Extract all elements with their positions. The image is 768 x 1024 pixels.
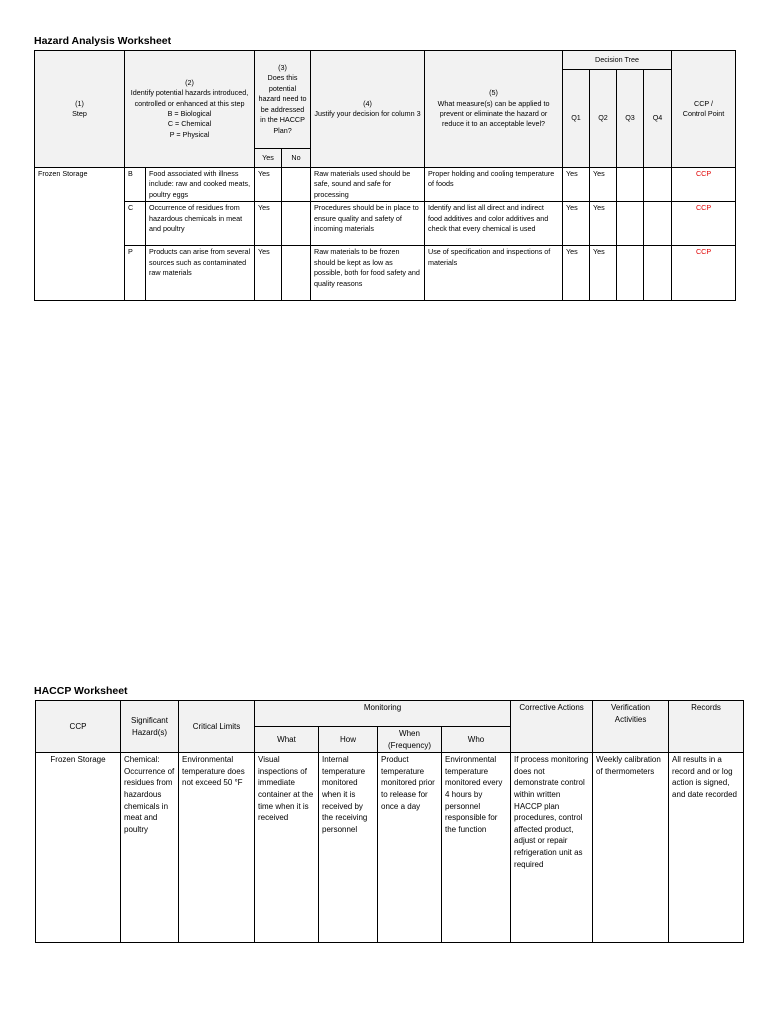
ccp-status: CCP bbox=[672, 246, 736, 301]
table-row bbox=[35, 168, 736, 202]
header-what: What bbox=[255, 727, 319, 753]
justification: Raw materials to be frozen should be kept as low as possible, both for food safety and quality reasons bbox=[311, 246, 425, 301]
monitoring-how: Internal temperature monitored when it is received by the receiving personnel bbox=[319, 753, 378, 943]
hazard-description: Occurrence of residues from hazardous chemicals in meat and poultry bbox=[146, 202, 255, 246]
q2-answer: Yes bbox=[590, 168, 617, 202]
q4-answer bbox=[644, 168, 672, 202]
header-q3: Q3 bbox=[617, 70, 644, 168]
hazard-analysis-table bbox=[34, 50, 736, 301]
header-ccp: CCP bbox=[36, 701, 121, 753]
q3-answer bbox=[617, 168, 644, 202]
need-no bbox=[282, 202, 311, 246]
q2-answer: Yes bbox=[590, 202, 617, 246]
header-when: When (Frequency) bbox=[378, 727, 442, 753]
table-row bbox=[35, 246, 736, 301]
q2-answer: Yes bbox=[590, 246, 617, 301]
header-q2: Q2 bbox=[590, 70, 617, 168]
q1-answer: Yes bbox=[563, 202, 590, 246]
table-row bbox=[35, 202, 736, 246]
control-measures: Identify and list all direct and indirect food additives and color additives and check that every chemical is used bbox=[425, 202, 563, 246]
q3-answer bbox=[617, 202, 644, 246]
q1-answer: Yes bbox=[563, 246, 590, 301]
control-measures: Use of specification and inspections of materials bbox=[425, 246, 563, 301]
hazard-code: C bbox=[125, 202, 146, 246]
monitoring-what: Visual inspections of immediate container at the time when it is received bbox=[255, 753, 319, 943]
header-measures: (5) What measure(s) can be applied to prevent or eliminate the hazard or reduce it to an acceptable level? bbox=[425, 51, 563, 168]
header-critical-limits: Critical Limits bbox=[179, 701, 255, 753]
q4-answer bbox=[644, 202, 672, 246]
ccp-status: CCP bbox=[672, 202, 736, 246]
header-who: Who bbox=[442, 727, 511, 753]
header-no: No bbox=[282, 149, 311, 168]
justification: Raw materials used should be safe, sound and safe for processing bbox=[311, 168, 425, 202]
hazard-worksheet-title: Hazard Analysis Worksheet bbox=[34, 35, 172, 47]
header-how: How bbox=[319, 727, 378, 753]
q1-answer: Yes bbox=[563, 168, 590, 202]
verification-activity: Weekly calibration of thermometers bbox=[593, 753, 669, 943]
corrective-action: If process monitoring does not demonstrate control within written HACCP plan procedures, control affected product, adjust or repair refrigeration unit as required bbox=[511, 753, 593, 943]
header-monitoring: Monitoring bbox=[255, 701, 511, 727]
haccp-table bbox=[35, 700, 744, 943]
need-no bbox=[282, 168, 311, 202]
header-significant-hazards: Significant Hazard(s) bbox=[121, 701, 179, 753]
ccp-status: CCP bbox=[672, 168, 736, 202]
records-entry: All results in a record and or log action is signed, and date recorded bbox=[669, 753, 744, 943]
header-q1: Q1 bbox=[563, 70, 590, 168]
header-yes: Yes bbox=[255, 149, 282, 168]
significant-hazard: Chemical: Occurrence of residues from hazardous chemicals in meat and poultry bbox=[121, 753, 179, 943]
monitoring-who: Environmental temperature monitored every 4 hours by personnel responsible for the function bbox=[442, 753, 511, 943]
hazard-code: B bbox=[125, 168, 146, 202]
critical-limit: Environmental temperature does not exceed 50 °F bbox=[179, 753, 255, 943]
need-no bbox=[282, 246, 311, 301]
q4-answer bbox=[644, 246, 672, 301]
header-hazards: (2) Identify potential hazards introduced, controlled or enhanced at this step B = Biological C = Chemical P = Physical bbox=[125, 51, 255, 168]
header-step: (1) Step bbox=[35, 51, 125, 168]
monitoring-when: Product temperature monitored prior to release for once a day bbox=[378, 753, 442, 943]
hazard-description: Products can arise from several sources such as contaminated raw materials bbox=[146, 246, 255, 301]
hazard-description: Food associated with illness include: raw and cooked meats, poultry eggs bbox=[146, 168, 255, 202]
table-row bbox=[36, 753, 744, 943]
justification: Procedures should be in place to ensure quality and safety of incoming materials bbox=[311, 202, 425, 246]
header-corrective-actions: Corrective Actions bbox=[511, 701, 593, 753]
header-ccp: CCP / Control Point bbox=[672, 51, 736, 168]
ccp-step: Frozen Storage bbox=[36, 753, 121, 943]
header-decision-tree: Decision Tree bbox=[563, 51, 672, 70]
q3-answer bbox=[617, 246, 644, 301]
step-cell: Frozen Storage bbox=[35, 168, 125, 301]
header-verification: Verification Activities bbox=[593, 701, 669, 753]
header-justify: (4) Justify your decision for column 3 bbox=[311, 51, 425, 168]
control-measures: Proper holding and cooling temperature of foods bbox=[425, 168, 563, 202]
need-yes: Yes bbox=[255, 202, 282, 246]
need-yes: Yes bbox=[255, 246, 282, 301]
header-need: (3) Does this potential hazard need to be addressed in the HACCP Plan? bbox=[255, 51, 311, 149]
hazard-code: P bbox=[125, 246, 146, 301]
header-q4: Q4 bbox=[644, 70, 672, 168]
header-records: Records bbox=[669, 701, 744, 753]
need-yes: Yes bbox=[255, 168, 282, 202]
haccp-worksheet-title: HACCP Worksheet bbox=[34, 685, 128, 697]
